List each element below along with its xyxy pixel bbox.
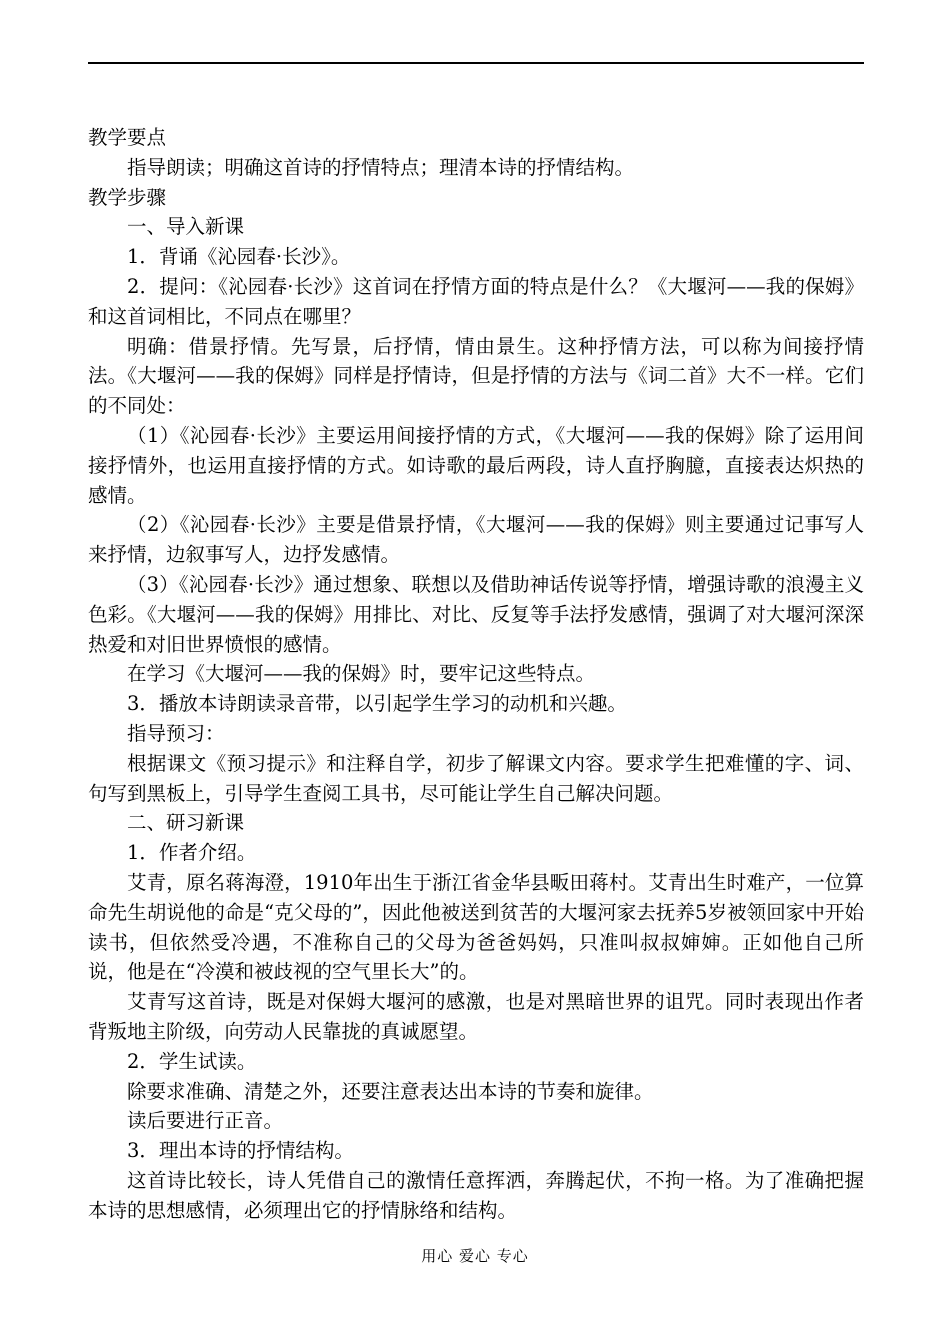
paragraph: （3）《沁园春·长沙》通过想象、联想以及借助神话传说等抒情，增强诗歌的浪漫主义色彩。《大堰河——我的保姆》用排比、对比、反复等手法抒发感情，强调了对大堰河深深热爱和对旧世界愤恨的感情。 <box>88 572 864 656</box>
paragraph: 二、研习新课 <box>127 811 245 835</box>
paragraph: 3．理出本诗的抒情结构。 <box>127 1139 354 1163</box>
document-body <box>88 123 864 1225</box>
paragraph: 指导预习： <box>127 721 225 745</box>
paragraph: 这首诗比较长，诗人凭借自己的激情任意挥洒，奔腾起伏，不拘一格。为了准确把握本诗的思想感情，必须理出它的抒情脉络和结构。 <box>88 1168 864 1222</box>
paragraph: 2．学生试读。 <box>127 1049 257 1073</box>
header-rule <box>88 62 864 64</box>
paragraph: 3．播放本诗朗读录音带，以引起学生学习的动机和兴趣。 <box>127 692 627 716</box>
paragraph: 艾青，原名蒋海澄，1910年出生于浙江省金华县畈田蒋村。艾青出生时难产，一位算命先生胡说他的命是“克父母的”，因此他被送到贫苦的大堰河家去抚养5岁被领回家中开始读书，但依然受冷遇，不准称自己的父母为爸爸妈妈，只准叫叔叔婶婶。正如他自己所说，他是在“冷漠和被歧视的空气里长大”的。 <box>88 870 864 984</box>
paragraph: 1．作者介绍。 <box>127 841 257 865</box>
paragraph: 明确：借景抒情。先写景，后抒情，情由景生。这种抒情方法，可以称为间接抒情法。《大堰河——我的保姆》同样是抒情诗，但是抒情的方法与《词二首》大不一样。它们的不同处： <box>88 334 864 418</box>
paragraph: 除要求准确、清楚之外，还要注意表达出本诗的节奏和旋律。 <box>127 1079 654 1103</box>
paragraph: 1．背诵《沁园春·长沙》。 <box>127 245 351 269</box>
paragraph: 艾青写这首诗，既是对保姆大堰河的感激，也是对黑暗世界的诅咒。同时表现出作者背叛地主阶级，向劳动人民靠拢的真诚愿望。 <box>88 990 864 1043</box>
paragraph: 教学要点 <box>88 126 167 149</box>
paragraph: 读后要进行正音。 <box>127 1109 284 1133</box>
paragraph: 教学步骤 <box>88 185 167 209</box>
page-footer: 用心 爱心 专心 <box>421 1247 529 1265</box>
paragraph: 2．提问：《沁园春·长沙》这首词在抒情方面的特点是什么？《大堰河——我的保姆》和这首词相比，不同点在哪里？ <box>88 274 864 328</box>
paragraph: 指导朗读；明确这首诗的抒情特点；理清本诗的抒情结构。 <box>127 155 635 179</box>
paragraph: （2）《沁园春·长沙》主要是借景抒情，《大堰河——我的保姆》则主要通过记事写人来抒情，边叙事写人，边抒发感情。 <box>88 513 864 567</box>
paragraph: 在学习《大堰河——我的保姆》时，要牢记这些特点。 <box>127 662 596 686</box>
paragraph: （1）《沁园春·长沙》主要运用间接抒情的方式，《大堰河——我的保姆》除了运用间接抒情外，也运用直接抒情的方式。如诗歌的最后两段，诗人直抒胸臆，直接表达炽热的感情。 <box>88 423 864 507</box>
paragraph: 根据课文《预习提示》和注释自学，初步了解课文内容。要求学生把难懂的字、词、句写到黑板上，引导学生查阅工具书，尽可能让学生自己解决问题。 <box>88 751 864 805</box>
paragraph: 一、导入新课 <box>127 215 245 239</box>
